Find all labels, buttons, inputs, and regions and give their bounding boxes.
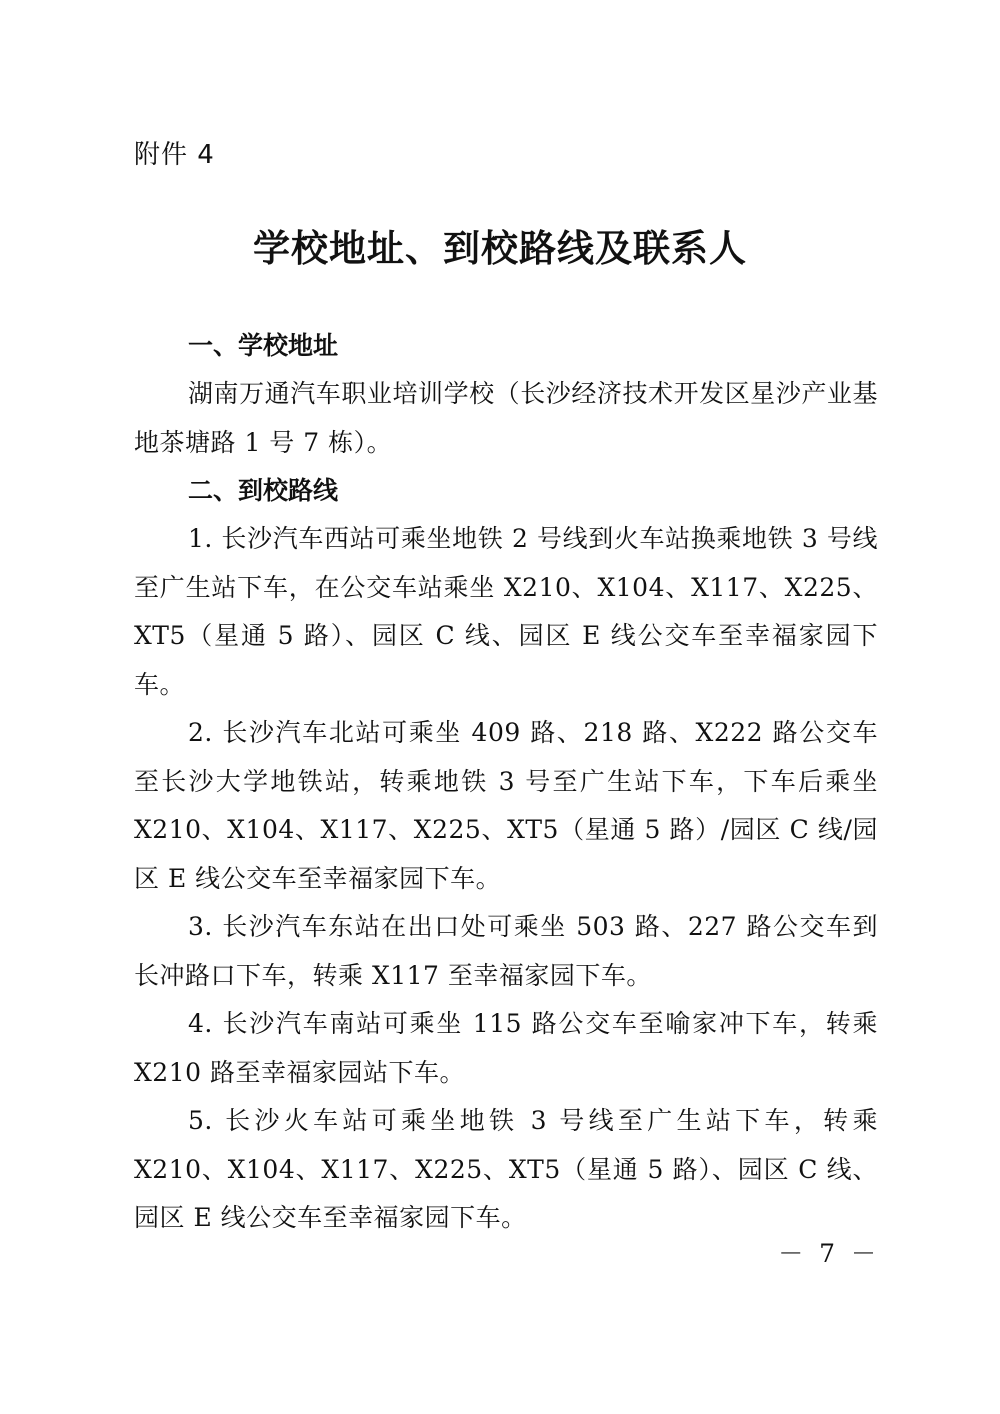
- attachment-label: 附件 4: [134, 140, 215, 170]
- route-item-1: 1. 长沙汽车西站可乘坐地铁 2 号线到火车站换乘地铁 3 号线至广生站下车，在公交车站乘坐 X210、X104、X117、X225、XT5（星通 5 路）、园区 C 线、园区 E 线公交车至幸福家园下车。: [134, 524, 878, 699]
- route-item-2: 2. 长沙汽车北站可乘坐 409 路、218 路、X222 路公交车至长沙大学地铁站，转乘地铁 3 号至广生站下车，下车后乘坐 X210、X104、X117、X225、XT5（星通 5 路）/园区 C 线/园区 E 线公交车至幸福家园下车。: [134, 718, 878, 893]
- page-number: － 7 －: [778, 1239, 880, 1268]
- address-paragraph: 湖南万通汽车职业培训学校（长沙经济技术开发区星沙产业基地茶塘路 1 号 7 栋）。: [134, 379, 878, 457]
- route-item-4: 4. 长沙汽车南站可乘坐 115 路公交车至喻家冲下车，转乘 X210 路至幸福家园站下车。: [134, 1009, 878, 1087]
- document-body: [134, 322, 878, 1243]
- route-item-5: 5. 长沙火车站可乘坐地铁 3 号线至广生站下车，转乘 X210、X104、X117、X225、XT5（星通 5 路）、园区 C 线、园区 E 线公交车至幸福家园下车。: [134, 1106, 878, 1232]
- section-heading-routes: 二、到校路线: [188, 476, 339, 505]
- section-heading-address: 一、学校地址: [188, 331, 339, 360]
- route-item-3: 3. 长沙汽车东站在出口处可乘坐 503 路、227 路公交车到长冲路口下车，转乘 X117 至幸福家园下车。: [134, 912, 878, 990]
- page-title: 学校地址、到校路线及联系人: [253, 226, 747, 270]
